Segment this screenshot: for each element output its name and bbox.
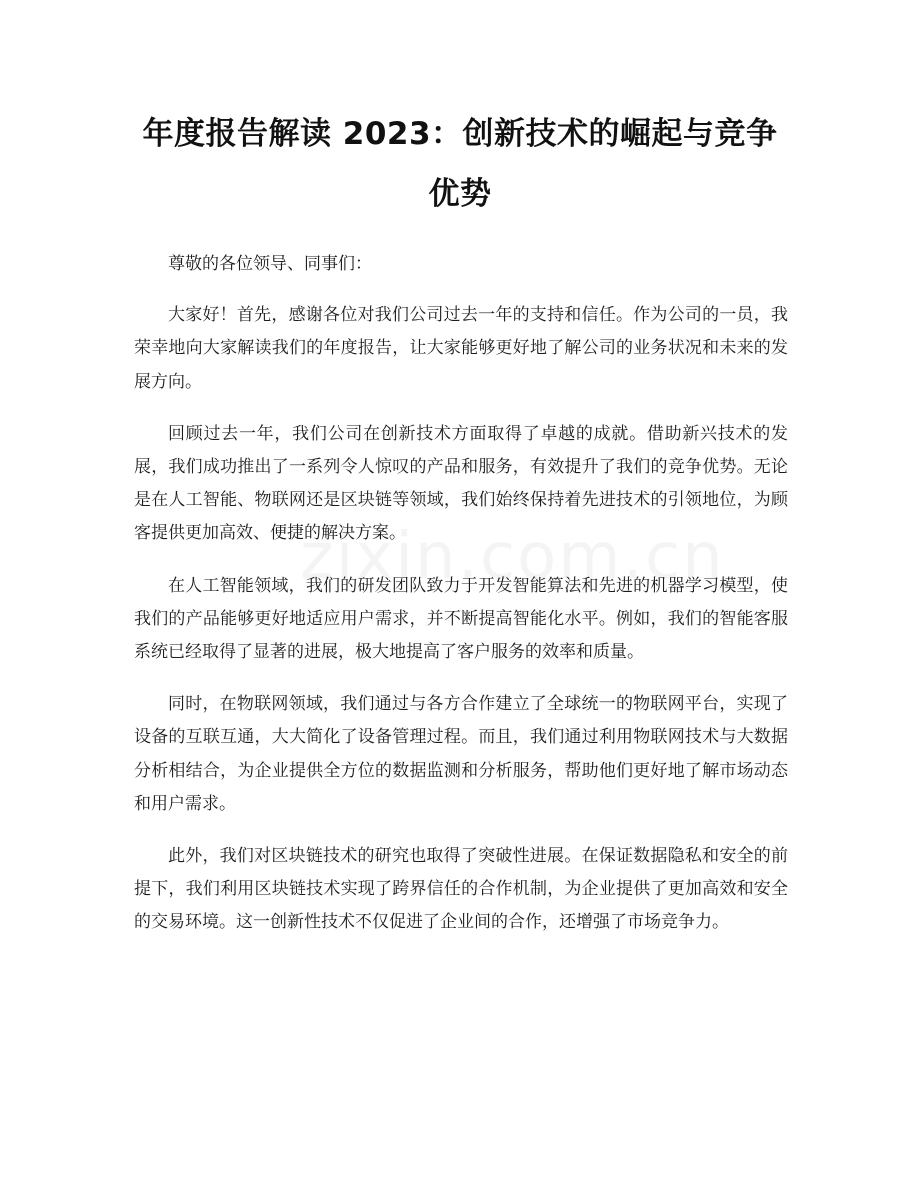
document-body (134, 248, 788, 959)
greeting-line: 尊敬的各位领导、同事们： (168, 254, 372, 274)
paragraph: 回顾过去一年，我们公司在创新技术方面取得了卓越的成就。借助新兴技术的发展，我们成功推出了一系列令人惊叹的产品和服务，有效提升了我们的竞争优势。无论是在人工智能、物联网还是区块链等领域，我们始终保持着先进技术的引领地位，为顾客提供更加高效、便捷的解决方案。 (134, 423, 788, 544)
paragraph: 大家好！首先，感谢各位对我们公司过去一年的支持和信任。作为公司的一员，我荣幸地向大家解读我们的年度报告，让大家能够更好地了解公司的业务状况和未来的发展方向。 (134, 305, 788, 392)
paragraph: 此外，我们对区块链技术的研究也取得了突破性进展。在保证数据隐私和安全的前提下，我们利用区块链技术实现了跨界信任的合作机制，为企业提供了更加高效和安全的交易环境。这一创新性技术不仅促进了企业间的合作，还增强了市场竞争力。 (134, 846, 788, 933)
paragraph: 同时，在物联网领域，我们通过与各方合作建立了全球统一的物联网平台，实现了设备的互联互通，大大简化了设备管理过程。而且，我们通过利用物联网技术与大数据分析相结合，为企业提供全方位的数据监测和分析服务，帮助他们更好地了解市场动态和用户需求。 (134, 694, 788, 814)
document-title: 年度报告解读 2023：创新技术的崛起与竞争优势 (142, 116, 778, 212)
paragraph: 在人工智能领域，我们的研发团队致力于开发智能算法和先进的机器学习模型，使我们的产品能够更好地适应用户需求，并不断提高智能化水平。例如，我们的智能客服系统已经取得了显著的进展，极大地提高了客户服务的效率和质量。 (134, 575, 788, 663)
